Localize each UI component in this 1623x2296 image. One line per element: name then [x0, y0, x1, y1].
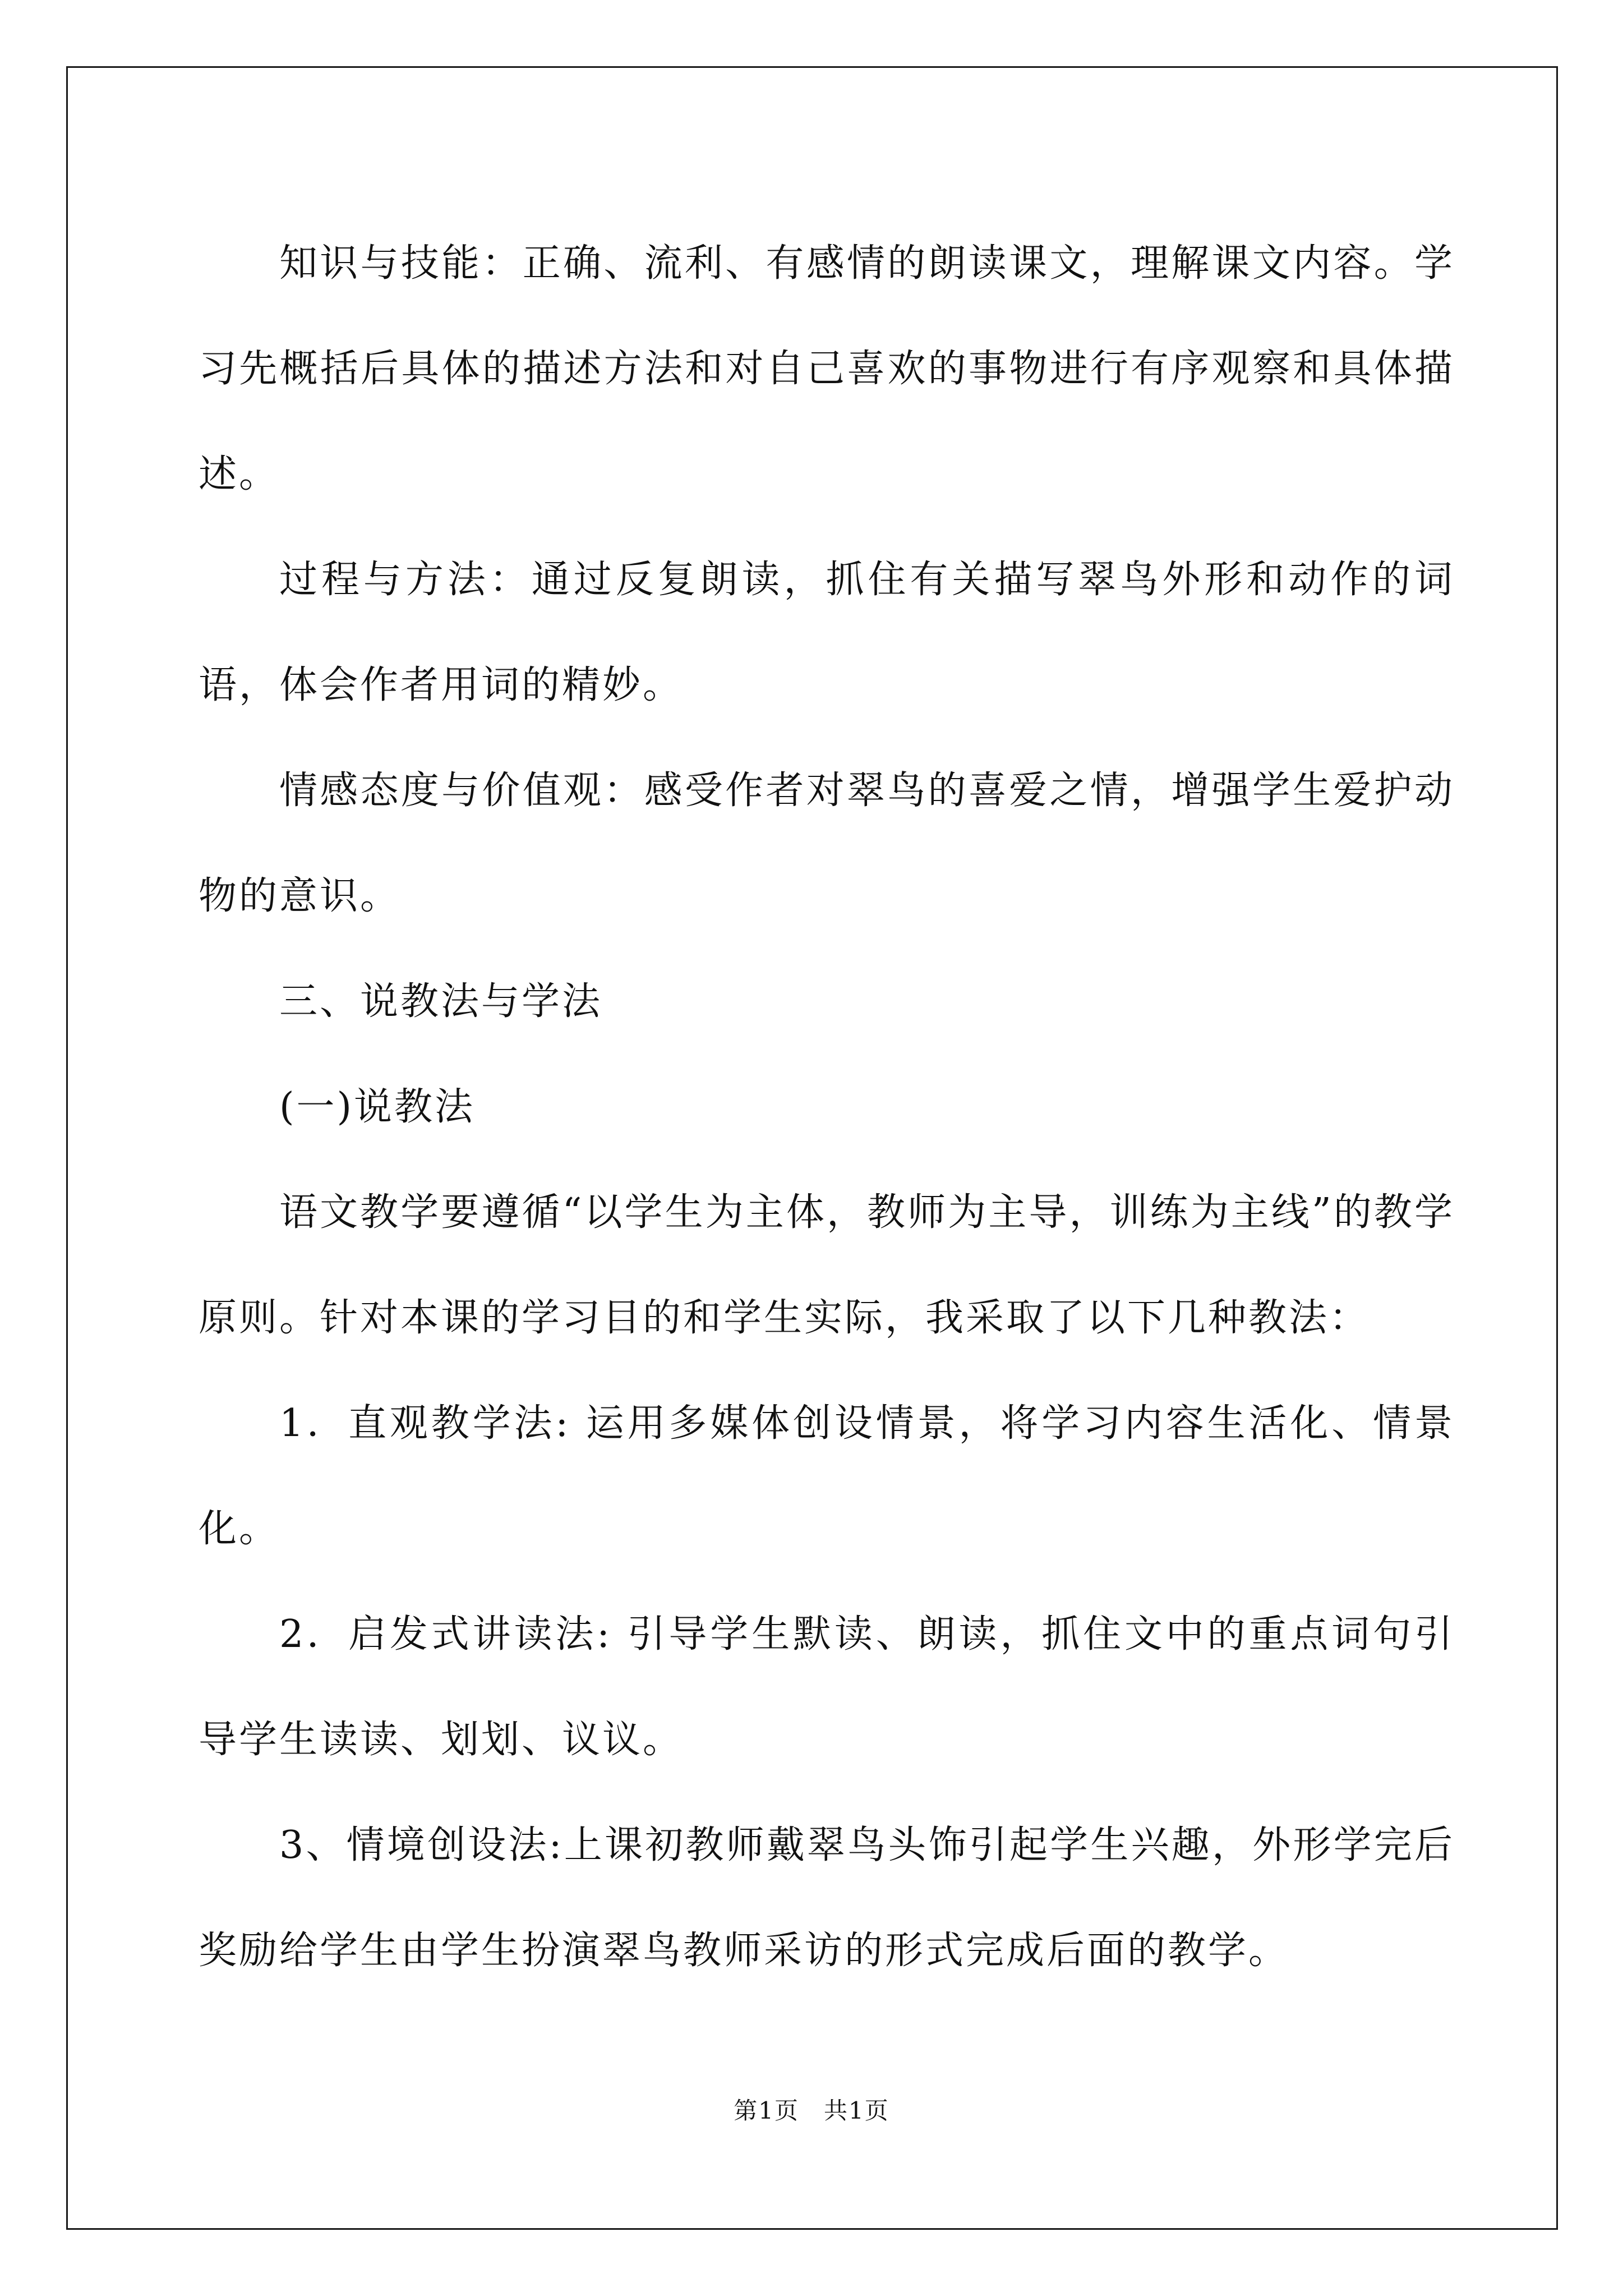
list-item-intuitive-method: 1．直观教学法: 运用多媒体创设情景，将学习内容生活化、情景化。 — [199, 1401, 1455, 1551]
list-item-situation-method: 3、情境创设法:上课初教师戴翠鸟头饰引起学生兴趣，外形学完后奖励给学生由学生扮演翠鸟教师采访的形式完成后面的教学。 — [199, 1823, 1455, 1973]
list-item-heuristic-method: 2．启发式讲读法: 引导学生默读、朗读，抓住文中的重点词句引导学生读读、划划、议议。 — [199, 1612, 1455, 1762]
paragraph-process-methods: 过程与方法：通过反复朗读，抓住有关描写翠鸟外形和动作的词语，体会作者用词的精妙。 — [199, 558, 1455, 707]
page-number-footer: 第1页 共1页 — [734, 2097, 889, 2124]
subsection-heading-teaching-method: (一)说教法 — [279, 1085, 476, 1129]
paragraph-teaching-principle: 语文教学要遵循“以学生为主体，教师为主导，训练为主线”的教学原则。针对本课的学习目的和学生实际，我采取了以下几种教法： — [199, 1190, 1455, 1340]
paragraph-emotion-values: 情感态度与价值观：感受作者对翠鸟的喜爱之情，增强学生爱护动物的意识。 — [199, 769, 1455, 918]
paragraph-knowledge-skills: 知识与技能：正确、流利、有感情的朗读课文，理解课文内容。学习先概括后具体的描述方法和对自己喜欢的事物进行有序观察和具体描述。 — [199, 241, 1455, 496]
section-heading-teaching-methods: 三、说教法与学法 — [279, 979, 603, 1024]
document-body — [199, 211, 1455, 2004]
